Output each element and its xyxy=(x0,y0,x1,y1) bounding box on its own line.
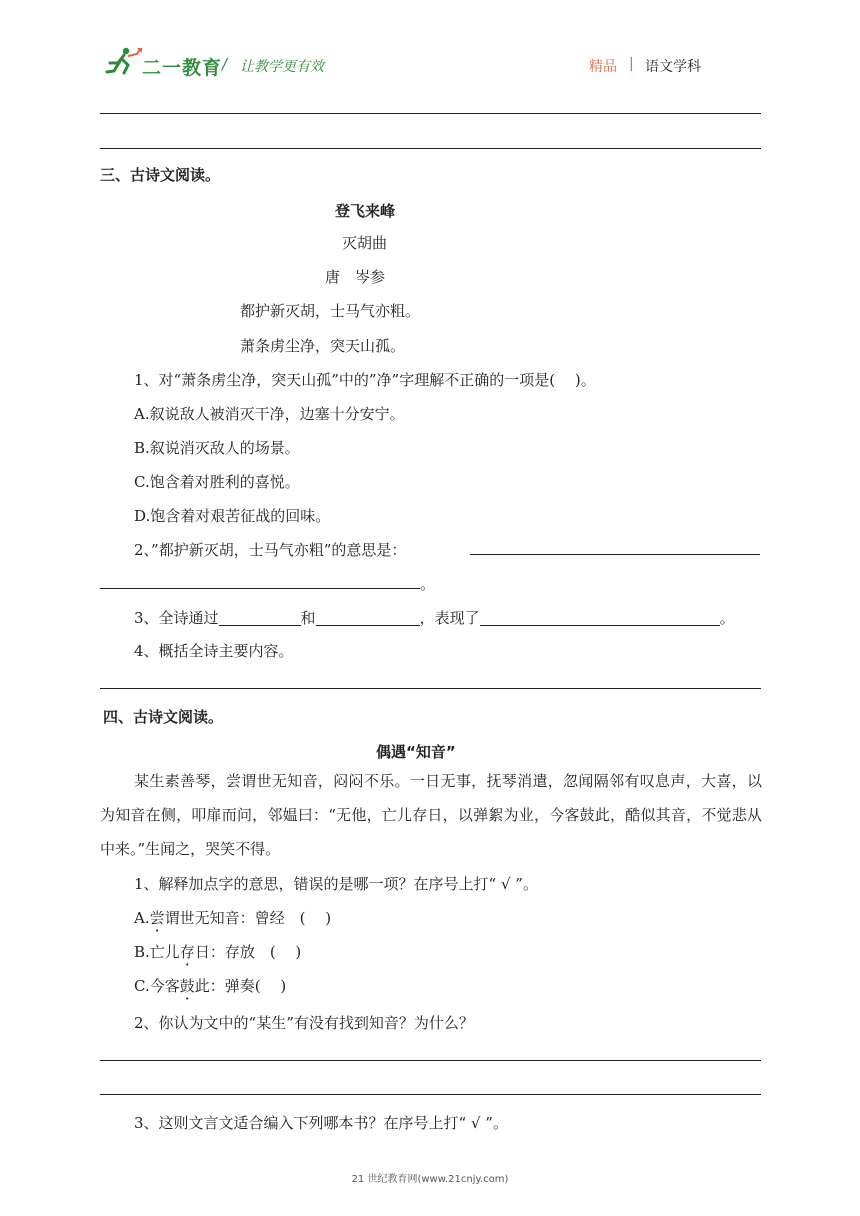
question-3-1: 1、对“萧条虏尘净，突天山孤”中的”净”字理解不正确的一项是( )。 xyxy=(134,371,596,389)
option-a[interactable] xyxy=(134,907,331,928)
section4-heading: 四、古诗文阅读。 xyxy=(103,708,224,726)
slogan-separator: / xyxy=(222,55,228,73)
poem-subtitle: 灭胡曲 xyxy=(342,234,388,252)
option-b-prefix: B.亡儿 xyxy=(134,943,180,961)
poem-line-2: 萧条虏尘净，突天山孤。 xyxy=(240,337,406,355)
question-3-3-part4: 。 xyxy=(719,609,735,627)
poem-title: 登飞来峰 xyxy=(335,202,396,220)
option-a-prefix: A. xyxy=(134,909,150,927)
question-3-3-part3: ，表现了 xyxy=(419,609,480,627)
slogan: 让教学更有效 xyxy=(240,59,324,75)
answer-blank[interactable] xyxy=(480,609,720,626)
question-4-2: 2、你认为文中的“某生”有没有找到知音？为什么？ xyxy=(134,1014,474,1032)
header-rule xyxy=(100,113,761,114)
question-4-1: 1、解释加点字的意思，错误的是哪一项？在序号上打“ √ ”。 xyxy=(134,875,538,893)
question-3-3 xyxy=(134,607,735,628)
quality-tag: 精品 xyxy=(589,59,617,75)
question-4-3: 3、这则文言文适合编入下列哪本书？在序号上打“ √ ”。 xyxy=(134,1114,508,1132)
option-b[interactable]: B.叙说消灭敌人的场景。 xyxy=(134,439,300,457)
emphasis-char: 鼓 xyxy=(179,977,195,995)
option-c-text: 此：弹奏( ) xyxy=(194,977,287,995)
option-b[interactable] xyxy=(134,941,301,962)
question-3-4: 4、概括全诗主要内容。 xyxy=(134,642,294,660)
option-d[interactable]: D.饱含着对艰苦征战的回味。 xyxy=(134,507,331,525)
option-b-text: 日：存放 ( ) xyxy=(194,943,302,961)
poem-line-1: 都护新灭胡，士马气亦粗。 xyxy=(240,302,421,320)
question-3-2-label: 2、”都护新灭胡，士马气亦粗”的意思是： xyxy=(134,541,407,559)
answer-line[interactable] xyxy=(100,1094,761,1095)
answer-blank[interactable] xyxy=(100,572,420,589)
answer-line xyxy=(100,688,761,689)
option-c[interactable]: C.饱含着对胜利的喜悦。 xyxy=(134,473,300,491)
option-a-text: 谓世无知音：曾经 ( ) xyxy=(164,909,332,927)
passage-title: 偶遇“知音” xyxy=(376,743,456,761)
option-c[interactable] xyxy=(134,975,286,996)
section3-heading: 三、古诗文阅读。 xyxy=(100,166,221,184)
tag-divider: | xyxy=(629,56,634,72)
option-a[interactable]: A.叙说敌人被消灭干净，边塞十分安宁。 xyxy=(134,405,405,423)
answer-line[interactable] xyxy=(100,1060,761,1061)
emphasis-char: 存 xyxy=(179,943,195,961)
passage-text: 某生素善琴，尝谓世无知音，闷闷不乐。一日无事，抚琴消遣，忽闻隔邻有叹息声，大喜，以为知音在侧，叩扉而问，邻媪曰：“无他，亡儿存日，以弹絮为业，今客鼓此，酷似其音，不觉悲从中来。”生闻之，哭笑不得。 xyxy=(100,772,762,858)
question-3-2-end: 。 xyxy=(420,575,436,593)
option-c-prefix: C.今客 xyxy=(134,977,180,995)
emphasis-char: 尝 xyxy=(149,909,165,927)
runner-logo-icon xyxy=(104,46,144,76)
answer-line xyxy=(100,148,761,149)
subject-tag: 语文学科 xyxy=(645,59,701,75)
answer-blank[interactable] xyxy=(219,609,301,626)
question-3-3-part1: 3、全诗通过 xyxy=(134,609,219,627)
brand-name: 二一教育 xyxy=(142,57,223,79)
answer-blank[interactable] xyxy=(470,538,760,555)
question-3-3-part2: 和 xyxy=(300,609,316,627)
answer-blank[interactable] xyxy=(316,609,420,626)
poem-author: 唐 岑参 xyxy=(325,268,386,286)
footer-copyright: 21 世纪教育网(www.21cnjy.com) xyxy=(351,1174,509,1185)
